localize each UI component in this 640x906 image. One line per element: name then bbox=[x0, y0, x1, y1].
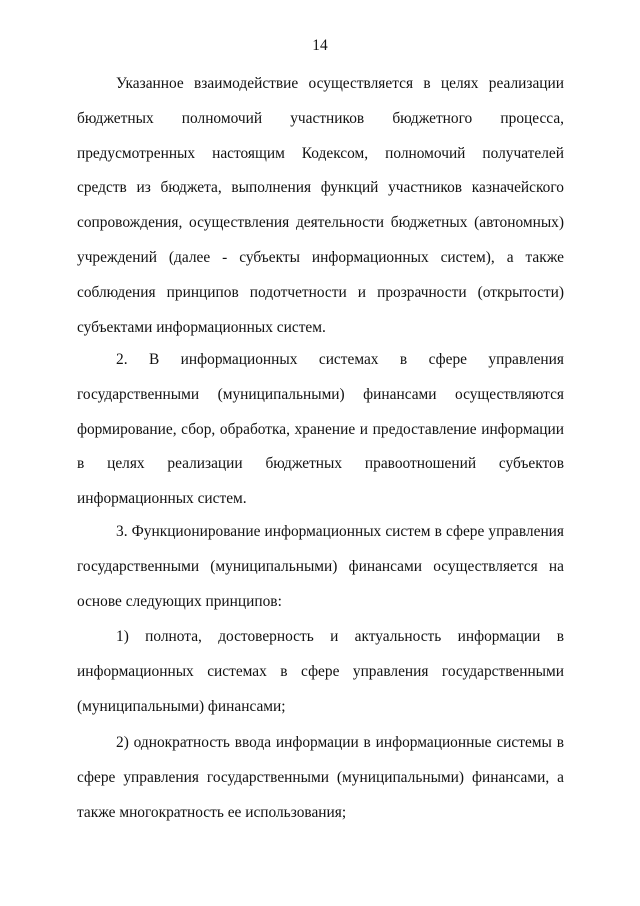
paragraph-interaction-purpose: Указанное взаимодействие осуществляется в целях реализации бюджетных полномочий участников бюджетного процесса, предусмотренных настоящим Кодексом, полномочий получателей средств из бюджета, выполнения функций участников казначейского сопровождения, осуществления деятельности бюджетных (автономных) учреждений (далее - субъекты информационных систем), а также соблюдения принципов подотчетности и прозрачности (открытости) субъектами информационных систем. bbox=[77, 75, 564, 336]
paragraph-item-2: 2. В информационных системах в сфере управления государственными (муниципальными) финансами осуществляются формирование, сбор, обработка, хранение и предоставление информации в целях реализации бюджетных правоотношений субъектов информационных систем. bbox=[77, 351, 564, 508]
paragraph-principle-2: 2) однократность ввода информации в информационные системы в сфере управления государственными (муниципальными) финансами, а также многократность ее использования; bbox=[77, 734, 564, 821]
paragraph-principle-1: 1) полнота, достоверность и актуальность информации в информационных системах в сфере управления государственными (муниципальными) финансами; bbox=[77, 628, 564, 715]
page-number: 14 bbox=[312, 37, 328, 54]
paragraph-item-3: 3. Функционирование информационных систем в сфере управления государственными (муниципальными) финансами осуществляется на основе следующих принципов: bbox=[77, 523, 564, 610]
